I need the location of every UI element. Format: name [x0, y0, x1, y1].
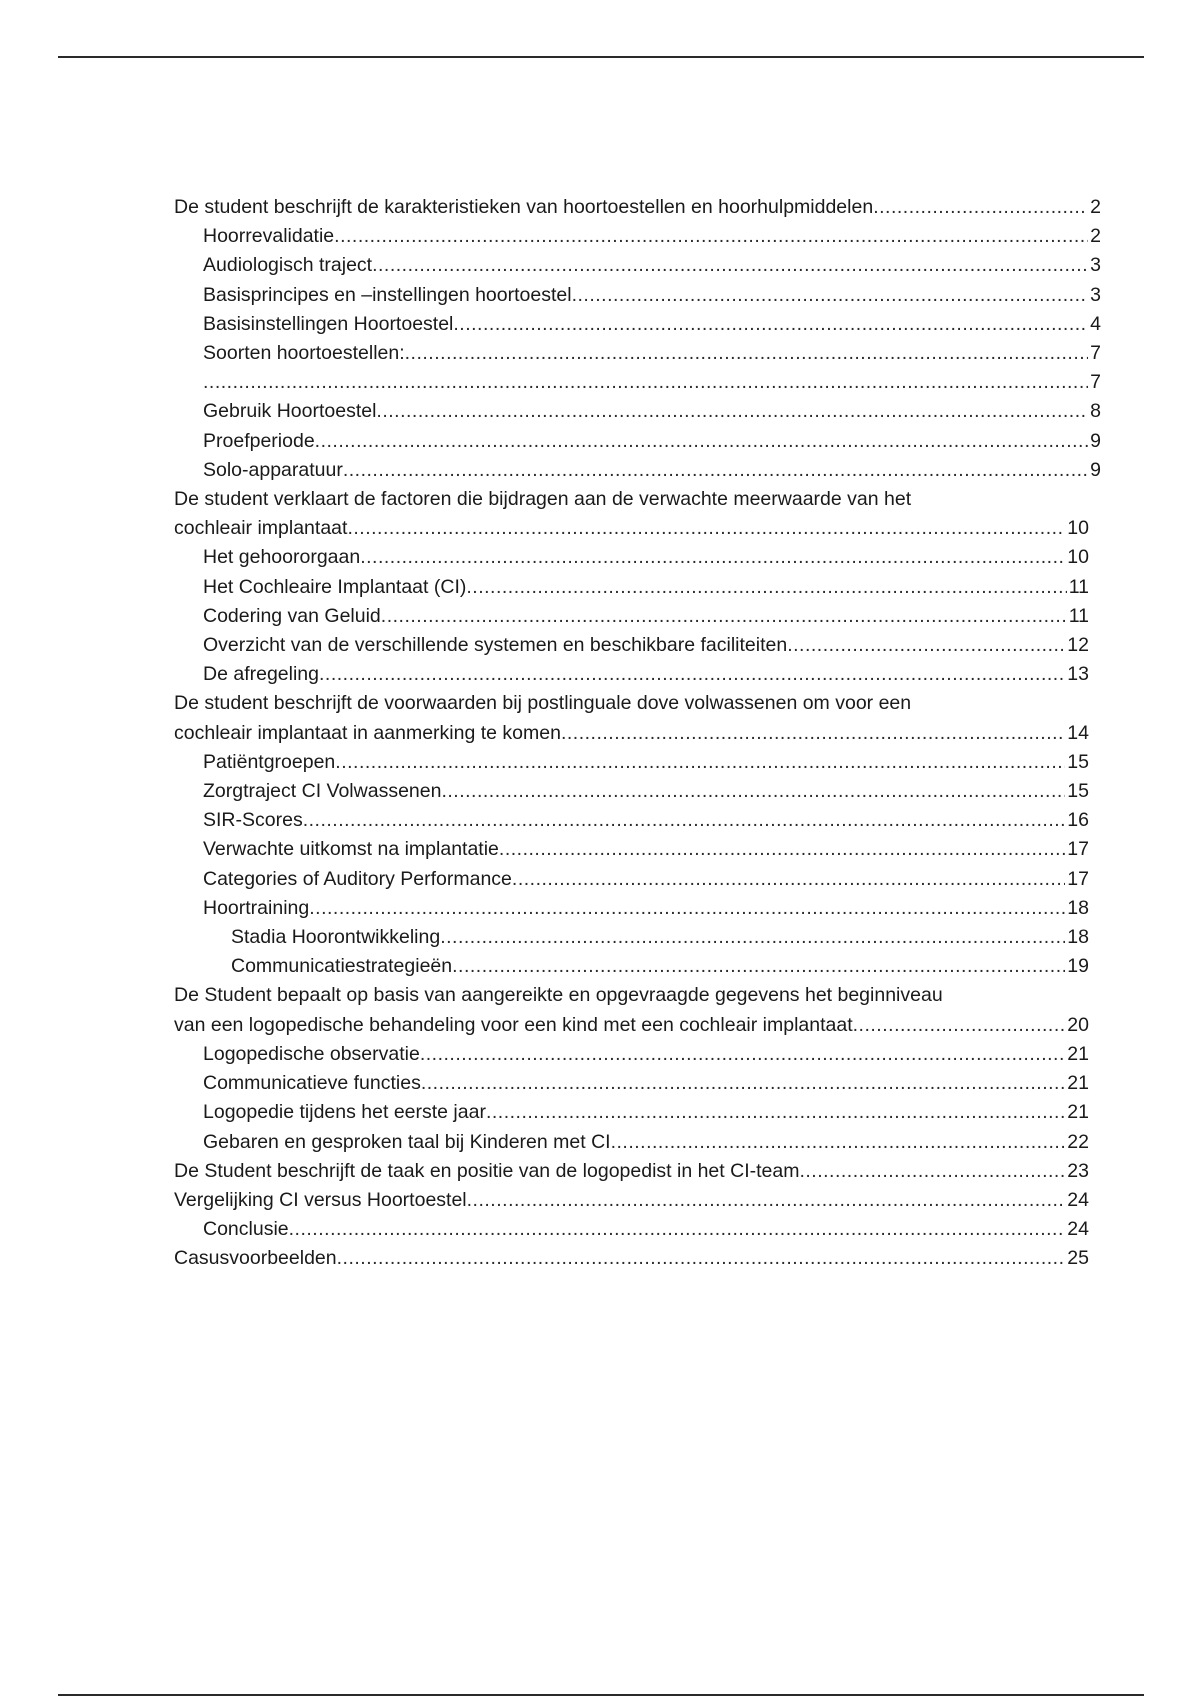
dot-leader [486, 1098, 1065, 1127]
dot-leader [335, 748, 1065, 777]
toc-entry[interactable] [174, 427, 1101, 456]
toc-entry-page-number: 3 [1090, 283, 1101, 306]
dot-leader [376, 397, 1088, 426]
toc-entry[interactable] [174, 1186, 1089, 1215]
toc-entry-title: Communicatiestrategieën [231, 955, 453, 978]
toc-entry[interactable] [174, 865, 1089, 894]
toc-entry-title: van een logopedische behandeling voor een kind met een cochleair implantaat [174, 1013, 853, 1036]
dot-leader [360, 543, 1065, 572]
toc-entry-title: Stadia Hoorontwikkeling [231, 926, 441, 949]
toc-entry[interactable] [174, 1098, 1089, 1127]
toc-entry-page-number: 8 [1090, 400, 1101, 423]
dot-leader [441, 777, 1065, 806]
toc-entry-page-number: 21 [1067, 1072, 1089, 1095]
toc-entry[interactable] [174, 485, 1089, 543]
toc-entry-title: Hoorrevalidatie [203, 225, 335, 248]
toc-entry[interactable] [174, 748, 1089, 777]
dot-leader [873, 193, 1088, 222]
toc-entry-page-number: 14 [1067, 721, 1089, 744]
toc-entry-page-number: 12 [1067, 634, 1089, 657]
toc-entry-title: SIR-Scores [203, 809, 303, 832]
toc-entry-title: Proefperiode [203, 429, 315, 452]
toc-entry-title: cochleair implantaat in aanmerking te komen [174, 721, 561, 744]
toc-entry-page-number: 19 [1067, 955, 1089, 978]
dot-leader [452, 952, 1065, 981]
toc-entry-title: Verwachte uitkomst na implantatie [203, 838, 499, 861]
toc-entry-page-number: 21 [1067, 1042, 1089, 1065]
toc-entry-page-number: 9 [1090, 429, 1101, 452]
toc-entry-title: Hoortraining [203, 896, 310, 919]
toc-entry-page-number: 18 [1067, 896, 1089, 919]
dot-leader [319, 660, 1065, 689]
toc-entry-title-line: De Student bepaalt op basis van aangereikte en opgevraagde gegevens het beginniveau [174, 984, 943, 1007]
toc-entry[interactable] [174, 368, 1101, 397]
toc-entry-title: Soorten hoortoestellen: [203, 342, 405, 365]
dot-leader [561, 719, 1065, 748]
toc-entry[interactable] [174, 281, 1101, 310]
dot-leader [799, 1157, 1065, 1186]
toc-entry[interactable] [174, 1157, 1089, 1186]
toc-entry-title-line: De student verklaart de factoren die bijdragen aan de verwachte meerwaarde van het [174, 488, 912, 511]
toc-entry-title: Conclusie [203, 1218, 289, 1241]
toc-entry-title: Gebruik Hoortoestel [203, 400, 377, 423]
toc-entry[interactable] [174, 923, 1089, 952]
footer-rule [58, 1694, 1144, 1696]
toc-entry-title: Gebaren en gesproken taal bij Kinderen met CI [203, 1130, 611, 1153]
dot-leader [381, 602, 1067, 631]
toc-entry-page-number: 25 [1067, 1247, 1089, 1270]
dot-leader [309, 894, 1065, 923]
dot-leader [853, 1011, 1066, 1040]
toc-entry-page-number: 18 [1067, 926, 1089, 949]
toc-entry-title: Logopedie tijdens het eerste jaar [203, 1101, 486, 1124]
dot-leader [421, 1069, 1065, 1098]
toc-entry-page-number: 24 [1067, 1188, 1089, 1211]
toc-entry-page-number: 23 [1067, 1159, 1089, 1182]
dot-leader [337, 1244, 1066, 1273]
dot-leader [203, 368, 1088, 397]
toc-entry-title: Basisinstellingen Hoortoestel [203, 312, 454, 335]
toc-entry[interactable] [174, 251, 1101, 280]
dot-leader [499, 835, 1065, 864]
toc-entry-page-number: 7 [1090, 342, 1101, 365]
toc-entry-title-line: De student beschrijft de voorwaarden bij postlinguale dove volwassenen om voor een [174, 692, 912, 715]
toc-entry-page-number: 13 [1067, 663, 1089, 686]
toc-entry-title: Het Cochleaire Implantaat (CI) [203, 575, 467, 598]
toc-entry-page-number: 11 [1068, 575, 1089, 598]
toc-entry-title: cochleair implantaat [174, 517, 348, 540]
toc-entry[interactable] [174, 952, 1089, 981]
toc-entry[interactable] [174, 339, 1101, 368]
toc-entry[interactable] [174, 806, 1089, 835]
toc-entry-title: Het gehoororgaan [203, 546, 361, 569]
toc-entry-page-number: 22 [1067, 1130, 1089, 1153]
toc-entry-title: Codering van Geluid [203, 604, 381, 627]
toc-entry-page-number: 10 [1067, 546, 1089, 569]
toc-entry-page-number: 11 [1068, 604, 1089, 627]
toc-entry-title: Casusvoorbeelden [174, 1247, 337, 1270]
toc-entry[interactable] [174, 222, 1101, 251]
dot-leader [572, 281, 1089, 310]
toc-entry[interactable] [174, 689, 1089, 747]
table-of-contents [174, 193, 1101, 1274]
toc-entry[interactable] [174, 193, 1101, 222]
dot-leader [787, 631, 1065, 660]
dot-leader [467, 1186, 1066, 1215]
toc-entry-page-number: 20 [1067, 1013, 1089, 1036]
toc-entry-title: Zorgtraject CI Volwassenen [203, 780, 442, 803]
dot-leader [420, 1040, 1065, 1069]
toc-entry-page-number: 9 [1090, 458, 1101, 481]
toc-entry[interactable] [174, 397, 1101, 426]
toc-entry-title: De student beschrijft de karakteristieken van hoortoestellen en hoorhulpmiddelen [174, 196, 874, 218]
toc-entry-page-number: 4 [1090, 312, 1101, 335]
dot-leader [466, 573, 1066, 602]
toc-entry-title: De Student beschrijft de taak en positie van de logopedist in het CI-team [174, 1159, 800, 1182]
toc-entry[interactable] [174, 573, 1089, 602]
toc-entry[interactable] [174, 777, 1089, 806]
toc-entry-page-number: 15 [1067, 780, 1089, 803]
toc-entry-title: Logopedische observatie [203, 1042, 420, 1065]
toc-entry-page-number: 21 [1067, 1101, 1089, 1124]
dot-leader [405, 339, 1089, 368]
toc-entry-page-number: 3 [1090, 254, 1101, 277]
toc-entry[interactable] [174, 835, 1089, 864]
toc-entry-title: Solo-apparatuur [203, 458, 343, 481]
toc-entry[interactable] [174, 631, 1089, 660]
toc-entry[interactable] [174, 660, 1089, 689]
toc-entry-title: Audiologisch traject [203, 254, 373, 277]
toc-entry-page-number: 15 [1067, 750, 1089, 773]
toc-entry[interactable] [174, 1244, 1089, 1273]
dot-leader [347, 514, 1065, 543]
toc-entry-title: Patiëntgroepen [203, 750, 336, 773]
toc-entry-page-number: 16 [1067, 809, 1089, 832]
dot-leader [453, 310, 1088, 339]
toc-entry[interactable] [174, 602, 1089, 631]
toc-entry[interactable] [174, 981, 1089, 1039]
toc-entry[interactable] [174, 1069, 1089, 1098]
toc-entry[interactable] [174, 310, 1101, 339]
toc-entry[interactable] [174, 1215, 1089, 1244]
toc-entry-title: De afregeling [203, 663, 319, 686]
toc-entry[interactable] [174, 894, 1089, 923]
toc-entry-title: Overzicht van de verschillende systemen en beschikbare faciliteiten [203, 634, 788, 657]
dot-leader [303, 806, 1066, 835]
toc-entry-title: Basisprincipes en –instellingen hoortoestel [203, 283, 572, 306]
dot-leader [289, 1215, 1066, 1244]
toc-entry-title: Communicatieve functies [203, 1072, 421, 1095]
dot-leader [611, 1128, 1066, 1157]
toc-entry-title: Vergelijking CI versus Hoortoestel [174, 1188, 467, 1211]
toc-entry-title: Categories of Auditory Performance [203, 867, 512, 890]
toc-entry-page-number: 17 [1067, 867, 1089, 890]
dot-leader [343, 456, 1088, 485]
dot-leader [315, 427, 1088, 456]
toc-entry-page-number: 2 [1090, 225, 1101, 248]
header-rule [58, 56, 1144, 58]
dot-leader [334, 222, 1088, 251]
toc-entry-page-number: 7 [1090, 371, 1101, 394]
dot-leader [512, 865, 1065, 894]
toc-entry[interactable] [174, 1040, 1089, 1069]
dot-leader [440, 923, 1065, 952]
toc-entry[interactable] [174, 1128, 1089, 1157]
dot-leader [372, 251, 1088, 280]
toc-entry-page-number: 17 [1067, 838, 1089, 861]
toc-entry-page-number: 24 [1067, 1218, 1089, 1241]
toc-entry[interactable] [174, 456, 1101, 485]
toc-entry-page-number: 10 [1067, 517, 1089, 540]
toc-entry-page-number: 2 [1090, 196, 1101, 218]
toc-entry[interactable] [174, 543, 1089, 572]
